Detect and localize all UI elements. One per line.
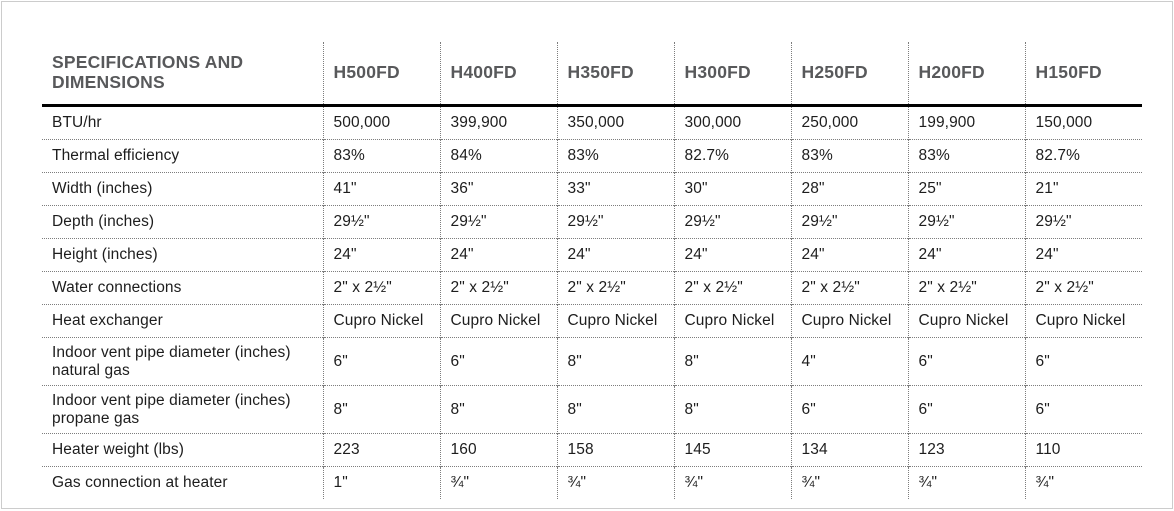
- cell-value: Cupro Nickel: [557, 305, 674, 338]
- cell-value: Cupro Nickel: [908, 305, 1025, 338]
- header-row: [42, 42, 1142, 106]
- cell-value: 8": [557, 386, 674, 434]
- cell-value: 33": [557, 173, 674, 206]
- row-label: Heater weight (lbs): [42, 434, 323, 467]
- cell-value: 2" x 2½": [791, 272, 908, 305]
- cell-value: 2" x 2½": [557, 272, 674, 305]
- cell-value: 8": [440, 386, 557, 434]
- cell-value: 2" x 2½": [440, 272, 557, 305]
- cell-value: 2" x 2½": [674, 272, 791, 305]
- cell-value: 160: [440, 434, 557, 467]
- cell-value: Cupro Nickel: [323, 305, 440, 338]
- cell-value: 110: [1025, 434, 1142, 467]
- cell-value: 29½": [323, 206, 440, 239]
- table-row: [42, 305, 1142, 338]
- cell-value: 399,900: [440, 106, 557, 140]
- column-header-h400fd: H400FD: [440, 42, 557, 106]
- cell-value: 21": [1025, 173, 1142, 206]
- specifications-table: [42, 42, 1142, 499]
- row-label: Thermal efficiency: [42, 140, 323, 173]
- cell-value: 29½": [557, 206, 674, 239]
- cell-value: 82.7%: [1025, 140, 1142, 173]
- cell-value: 30": [674, 173, 791, 206]
- cell-value: 6": [1025, 338, 1142, 386]
- row-label: Indoor vent pipe diameter (inches) propane gas: [42, 386, 323, 434]
- table-row: [42, 272, 1142, 305]
- cell-value: 134: [791, 434, 908, 467]
- cell-value: 25": [908, 173, 1025, 206]
- column-header-h200fd: H200FD: [908, 42, 1025, 106]
- cell-value: 300,000: [674, 106, 791, 140]
- cell-value: 83%: [791, 140, 908, 173]
- cell-value: 8": [674, 386, 791, 434]
- cell-value: 29½": [674, 206, 791, 239]
- cell-value: 24": [440, 239, 557, 272]
- cell-value: 83%: [908, 140, 1025, 173]
- cell-value: 4": [791, 338, 908, 386]
- row-label: Height (inches): [42, 239, 323, 272]
- cell-value: Cupro Nickel: [1025, 305, 1142, 338]
- cell-value: 123: [908, 434, 1025, 467]
- cell-value: 24": [1025, 239, 1142, 272]
- column-header-h150fd: H150FD: [1025, 42, 1142, 106]
- cell-value: ¾": [557, 467, 674, 500]
- cell-value: ¾": [791, 467, 908, 500]
- cell-value: 36": [440, 173, 557, 206]
- table-row: [42, 338, 1142, 386]
- cell-value: 24": [557, 239, 674, 272]
- cell-value: 28": [791, 173, 908, 206]
- cell-value: 24": [674, 239, 791, 272]
- page: [1, 1, 1173, 509]
- cell-value: 1": [323, 467, 440, 500]
- cell-value: 8": [674, 338, 791, 386]
- cell-value: 29½": [791, 206, 908, 239]
- cell-value: 6": [1025, 386, 1142, 434]
- cell-value: 24": [791, 239, 908, 272]
- cell-value: 250,000: [791, 106, 908, 140]
- cell-value: 2" x 2½": [323, 272, 440, 305]
- cell-value: 82.7%: [674, 140, 791, 173]
- column-header-h300fd: H300FD: [674, 42, 791, 106]
- cell-value: 6": [323, 338, 440, 386]
- column-header-h350fd: H350FD: [557, 42, 674, 106]
- row-label: Width (inches): [42, 173, 323, 206]
- cell-value: 83%: [557, 140, 674, 173]
- table-row: [42, 140, 1142, 173]
- column-header-h500fd: H500FD: [323, 42, 440, 106]
- table-row: [42, 173, 1142, 206]
- cell-value: Cupro Nickel: [674, 305, 791, 338]
- row-label: Water connections: [42, 272, 323, 305]
- cell-value: 350,000: [557, 106, 674, 140]
- cell-value: 24": [908, 239, 1025, 272]
- cell-value: Cupro Nickel: [791, 305, 908, 338]
- row-label: Gas connection at heater: [42, 467, 323, 500]
- table-row: [42, 467, 1142, 500]
- cell-value: 145: [674, 434, 791, 467]
- cell-value: 199,900: [908, 106, 1025, 140]
- cell-value: ¾": [674, 467, 791, 500]
- cell-value: 6": [908, 386, 1025, 434]
- row-label: BTU/hr: [52, 114, 102, 132]
- table-row: [42, 106, 1142, 140]
- cell-value: ¾": [908, 467, 1025, 500]
- table-row: [42, 239, 1142, 272]
- table-row: [42, 206, 1142, 239]
- cell-value: 150,000: [1025, 106, 1142, 140]
- cell-value: 83%: [323, 140, 440, 173]
- cell-value: 8": [323, 386, 440, 434]
- cell-value: ¾": [1025, 467, 1142, 500]
- table-row: [42, 386, 1142, 434]
- cell-value: 6": [440, 338, 557, 386]
- cell-value: 41": [323, 173, 440, 206]
- column-header-h250fd: H250FD: [791, 42, 908, 106]
- table-row: [42, 434, 1142, 467]
- row-label: Heat exchanger: [42, 305, 323, 338]
- cell-value: 29½": [440, 206, 557, 239]
- cell-value: 24": [323, 239, 440, 272]
- cell-value: 158: [557, 434, 674, 467]
- cell-value: 6": [791, 386, 908, 434]
- cell-value: 500,000: [323, 106, 440, 140]
- cell-value: 2" x 2½": [1025, 272, 1142, 305]
- cell-value: 8": [557, 338, 674, 386]
- cell-value: 2" x 2½": [908, 272, 1025, 305]
- row-label: Depth (inches): [42, 206, 323, 239]
- row-label: Indoor vent pipe diameter (inches) natural gas: [42, 338, 323, 386]
- cell-value: ¾": [440, 467, 557, 500]
- cell-value: Cupro Nickel: [440, 305, 557, 338]
- cell-value: 223: [323, 434, 440, 467]
- cell-value: 84%: [440, 140, 557, 173]
- cell-value: 6": [908, 338, 1025, 386]
- table-title: SPECIFICATIONS AND DIMENSIONS: [42, 42, 323, 106]
- cell-value: 29½": [908, 206, 1025, 239]
- cell-value: 29½": [1025, 206, 1142, 239]
